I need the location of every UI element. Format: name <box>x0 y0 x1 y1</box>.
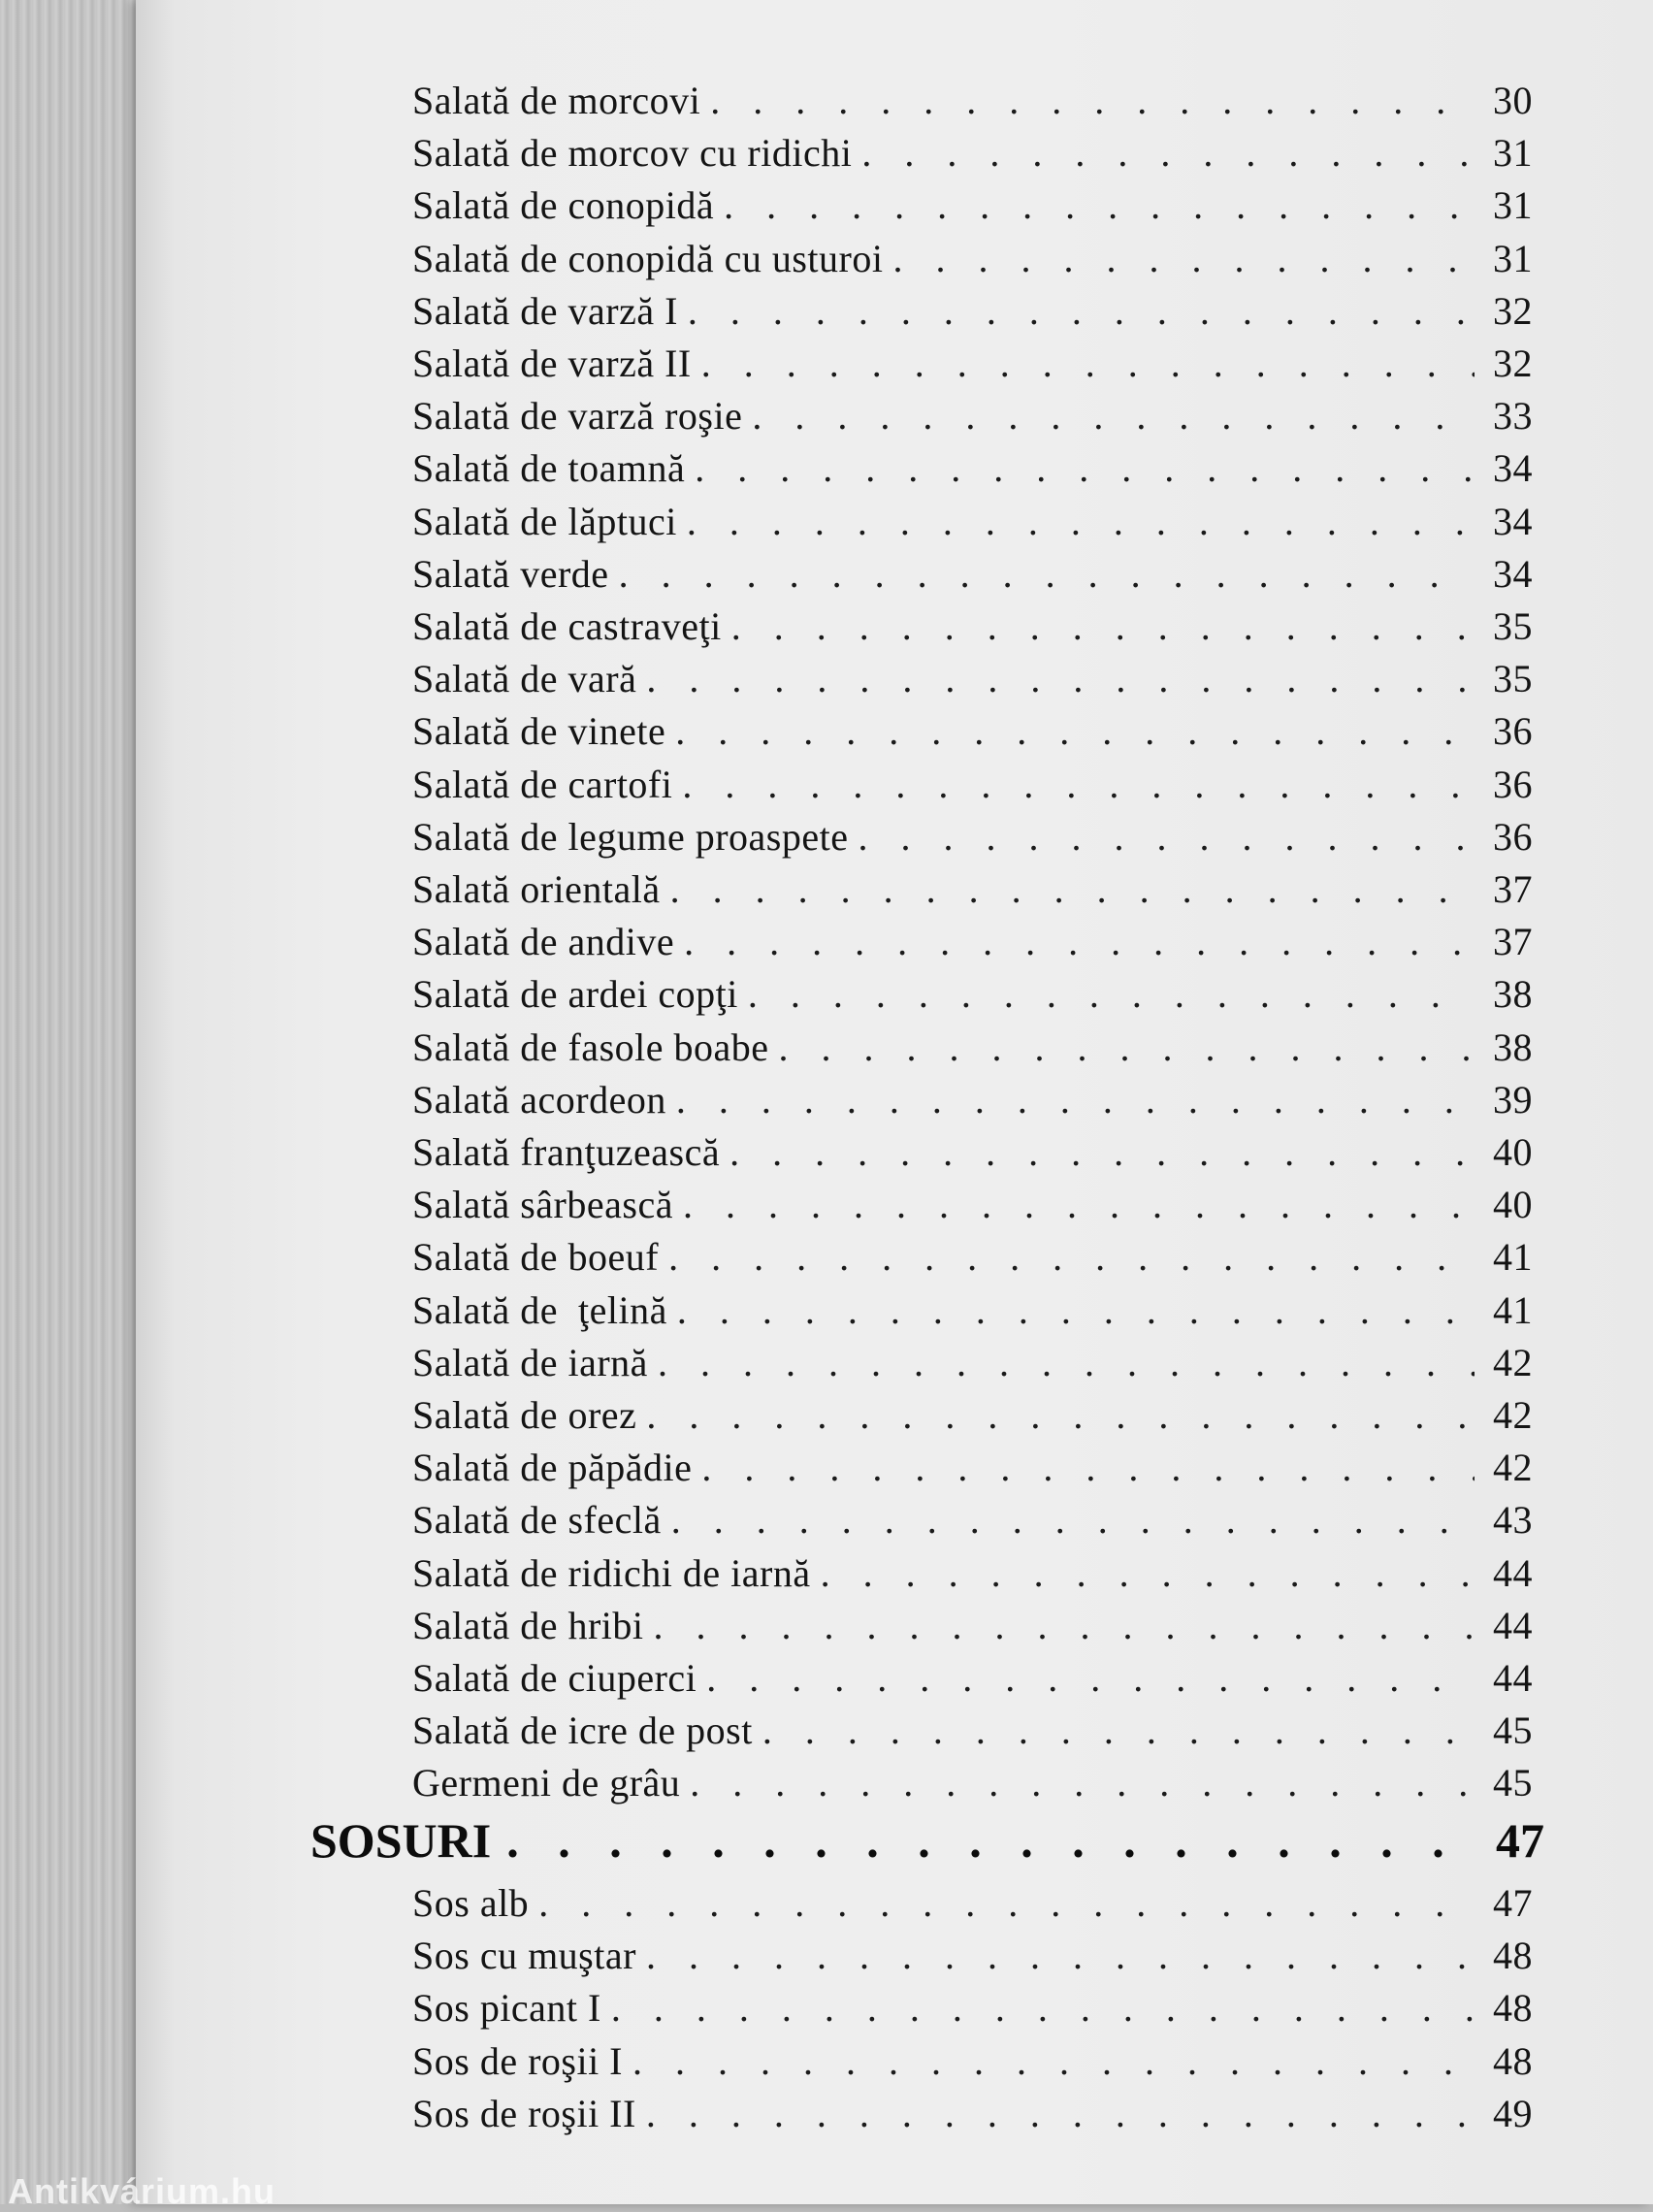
dot-leader <box>668 1234 1475 1280</box>
dot-leader <box>861 130 1475 176</box>
entry-page-number: 32 <box>1493 288 1533 333</box>
entry-page-number: 44 <box>1493 1656 1533 1700</box>
entry-page-number: 48 <box>1493 1934 1533 1978</box>
entry-title: Salată de varză II <box>412 342 692 385</box>
dot-leader <box>695 445 1475 491</box>
toc-entry <box>412 1392 1533 1445</box>
dot-leader <box>892 236 1475 281</box>
toc-entry <box>412 1880 1533 1933</box>
toc-entry <box>412 182 1533 235</box>
toc-entry <box>412 1655 1533 1708</box>
entry-page-number: 45 <box>1493 1708 1533 1753</box>
toc-entry <box>412 971 1533 1024</box>
entry-title: Salată de vinete <box>412 709 666 754</box>
dot-leader <box>619 551 1475 597</box>
entry-page-number: 35 <box>1493 657 1533 701</box>
entry-page-number: 48 <box>1493 2038 1533 2083</box>
toc-entry <box>412 78 1533 130</box>
dot-leader <box>632 2038 1475 2084</box>
toc-entry <box>412 341 1533 393</box>
entry-page-number: 48 <box>1493 1986 1533 2031</box>
entry-page-number: 44 <box>1493 1550 1533 1595</box>
entry-title: Salată de lăptuci <box>412 499 677 543</box>
entry-title: Salată verde <box>412 551 609 596</box>
entry-title: Salată de morcov cu ridichi <box>412 131 853 176</box>
entry-page-number: 30 <box>1493 79 1533 122</box>
entry-title: Salată de cartofi <box>412 762 673 806</box>
desk-background <box>0 0 146 2204</box>
entry-page-number: 35 <box>1493 604 1533 648</box>
entry-page-number: 31 <box>1493 183 1533 228</box>
dot-leader <box>671 1497 1475 1543</box>
dot-leader <box>779 1025 1475 1070</box>
entry-page-number: 36 <box>1493 709 1533 754</box>
section-title: SOSURI <box>310 1813 492 1868</box>
entry-page-number: 44 <box>1493 1603 1533 1647</box>
entry-title: Salată de toamnă <box>412 446 686 491</box>
entry-page-number: 37 <box>1493 867 1533 911</box>
dot-leader <box>646 656 1475 701</box>
entry-title: Salată de icre de post <box>412 1708 753 1753</box>
toc-entry <box>412 499 1533 551</box>
entry-title: Salată de conopidă cu usturoi <box>412 236 884 280</box>
toc-entry <box>412 1933 1533 1985</box>
toc-entry <box>412 236 1533 288</box>
entry-page-number: 49 <box>1493 2091 1533 2135</box>
entry-title: Sos picant I <box>412 1986 601 2031</box>
entry-page-number: 36 <box>1493 762 1533 806</box>
dot-leader <box>538 1880 1475 1926</box>
toc-entry <box>412 1760 1533 1812</box>
entry-page-number: 45 <box>1493 1761 1533 1805</box>
entry-page-number: 34 <box>1493 446 1533 491</box>
entry-page-number: 36 <box>1493 814 1533 859</box>
dot-leader <box>688 288 1475 334</box>
dot-leader <box>658 1340 1475 1385</box>
entry-page-number: 38 <box>1493 972 1533 1017</box>
entry-page-number: 42 <box>1493 1340 1533 1384</box>
entry-title: Salată sârbească <box>412 1183 673 1227</box>
toc-entry <box>412 762 1533 814</box>
entry-page-number: 37 <box>1493 920 1533 964</box>
entry-page-number: 41 <box>1493 1235 1533 1280</box>
entry-title: Sos alb <box>412 1881 530 1925</box>
entry-title: Salată de ridichi de iarnă <box>412 1550 811 1595</box>
entry-title: Salată de andive <box>412 920 675 964</box>
entry-title: Sos de roşii I <box>412 2038 623 2083</box>
entry-title: Salată acordeon <box>412 1077 666 1122</box>
toc-entry <box>412 603 1533 656</box>
toc-entry <box>412 2038 1533 2091</box>
toc-entry <box>412 130 1533 182</box>
entry-page-number: 31 <box>1493 131 1533 176</box>
toc-entry <box>412 1077 1533 1129</box>
toc-entry <box>412 1025 1533 1077</box>
dot-leader <box>752 393 1475 439</box>
entry-page-number: 42 <box>1493 1393 1533 1437</box>
toc-entry <box>412 551 1533 603</box>
dot-leader <box>677 1287 1475 1333</box>
entry-title: Salată de ciuperci <box>412 1656 697 1700</box>
toc-entry <box>412 2091 1533 2143</box>
toc-entry <box>412 708 1533 761</box>
section-heading-sosuri <box>310 1812 1544 1874</box>
toc-entry <box>412 1129 1533 1182</box>
toc-entry <box>412 1708 1533 1760</box>
toc-entry <box>412 1603 1533 1655</box>
dot-leader <box>676 1077 1475 1122</box>
entry-page-number: 33 <box>1493 394 1533 439</box>
entry-page-number: 31 <box>1493 236 1533 280</box>
entry-title: Sos de roşii II <box>412 2091 636 2135</box>
toc-entry <box>412 1550 1533 1603</box>
dot-leader <box>506 1812 1480 1869</box>
dot-leader <box>729 1129 1475 1175</box>
entry-page-number: 41 <box>1493 1287 1533 1332</box>
toc-entry <box>412 445 1533 498</box>
section-page-number: 47 <box>1496 1813 1544 1868</box>
entry-title: Sos cu muştar <box>412 1934 636 1978</box>
dot-leader <box>675 708 1475 754</box>
toc-entry <box>412 919 1533 971</box>
entry-page-number: 32 <box>1493 342 1533 385</box>
entry-title: Salată de ţelină <box>412 1287 667 1332</box>
entry-title: Salată de varză I <box>412 288 678 333</box>
dot-leader <box>646 1933 1475 1978</box>
entry-page-number: 40 <box>1493 1183 1533 1227</box>
dot-leader <box>687 499 1475 544</box>
toc-entry <box>412 1287 1533 1340</box>
dot-leader <box>611 1985 1475 2031</box>
toc-entry <box>412 866 1533 919</box>
entry-title: Salată de varză roşie <box>412 394 743 439</box>
dot-leader <box>858 814 1475 860</box>
dot-leader <box>748 971 1475 1017</box>
entry-title: Salată de păpădie <box>412 1446 693 1490</box>
entry-page-number: 43 <box>1493 1498 1533 1543</box>
entry-page-number: 47 <box>1493 1881 1533 1925</box>
dot-leader <box>654 1603 1475 1648</box>
entry-title: Salată de hribi <box>412 1603 644 1647</box>
entry-title: Salată de ardei copţi <box>412 972 738 1017</box>
dot-leader <box>731 603 1475 649</box>
toc-entry <box>412 288 1533 341</box>
entry-page-number: 42 <box>1493 1446 1533 1490</box>
entry-title: Salată de sfeclă <box>412 1498 662 1543</box>
entry-title: Salată orientală <box>412 867 661 911</box>
dot-leader <box>701 341 1475 386</box>
entry-page-number: 39 <box>1493 1077 1533 1122</box>
dot-leader <box>682 762 1475 807</box>
dot-leader <box>646 1392 1475 1438</box>
dot-leader <box>701 1445 1475 1490</box>
entry-title: Salată franţuzească <box>412 1130 721 1174</box>
entry-title: Salată de vară <box>412 657 637 701</box>
watermark: Antikvárium.hu <box>8 2171 276 2211</box>
dot-leader <box>670 866 1475 912</box>
entry-title: Germeni de grâu <box>412 1761 681 1805</box>
dot-leader <box>646 2091 1475 2136</box>
dot-leader <box>684 919 1475 964</box>
dot-leader <box>821 1550 1475 1596</box>
dot-leader <box>683 1182 1475 1227</box>
dot-leader <box>706 1655 1475 1701</box>
entry-title: Salată de fasole boabe <box>412 1025 769 1069</box>
entry-title: Salată de legume proaspete <box>412 814 849 859</box>
entry-page-number: 40 <box>1493 1130 1533 1174</box>
entry-title: Salată de morcovi <box>412 79 701 122</box>
toc-entry <box>412 1497 1533 1549</box>
dot-leader <box>762 1708 1475 1753</box>
toc-entry <box>412 1340 1533 1392</box>
entry-page-number: 38 <box>1493 1025 1533 1069</box>
dot-leader <box>724 182 1475 228</box>
dot-leader <box>690 1760 1475 1805</box>
entry-title: Salată de castraveţi <box>412 604 722 648</box>
entry-page-number: 34 <box>1493 499 1533 543</box>
toc-entry <box>412 1234 1533 1286</box>
entry-title: Salată de iarnă <box>412 1340 648 1384</box>
entry-title: Salată de conopidă <box>412 183 715 228</box>
entry-page-number: 34 <box>1493 551 1533 596</box>
toc-entry <box>412 656 1533 708</box>
toc-entry <box>412 814 1533 866</box>
toc-entry <box>412 393 1533 445</box>
toc-entry <box>412 1985 1533 2037</box>
toc-entry <box>412 1182 1533 1234</box>
toc-entry <box>412 1445 1533 1497</box>
entry-title: Salată de boeuf <box>412 1235 660 1280</box>
dot-leader <box>710 78 1475 123</box>
entry-title: Salată de orez <box>412 1393 637 1437</box>
